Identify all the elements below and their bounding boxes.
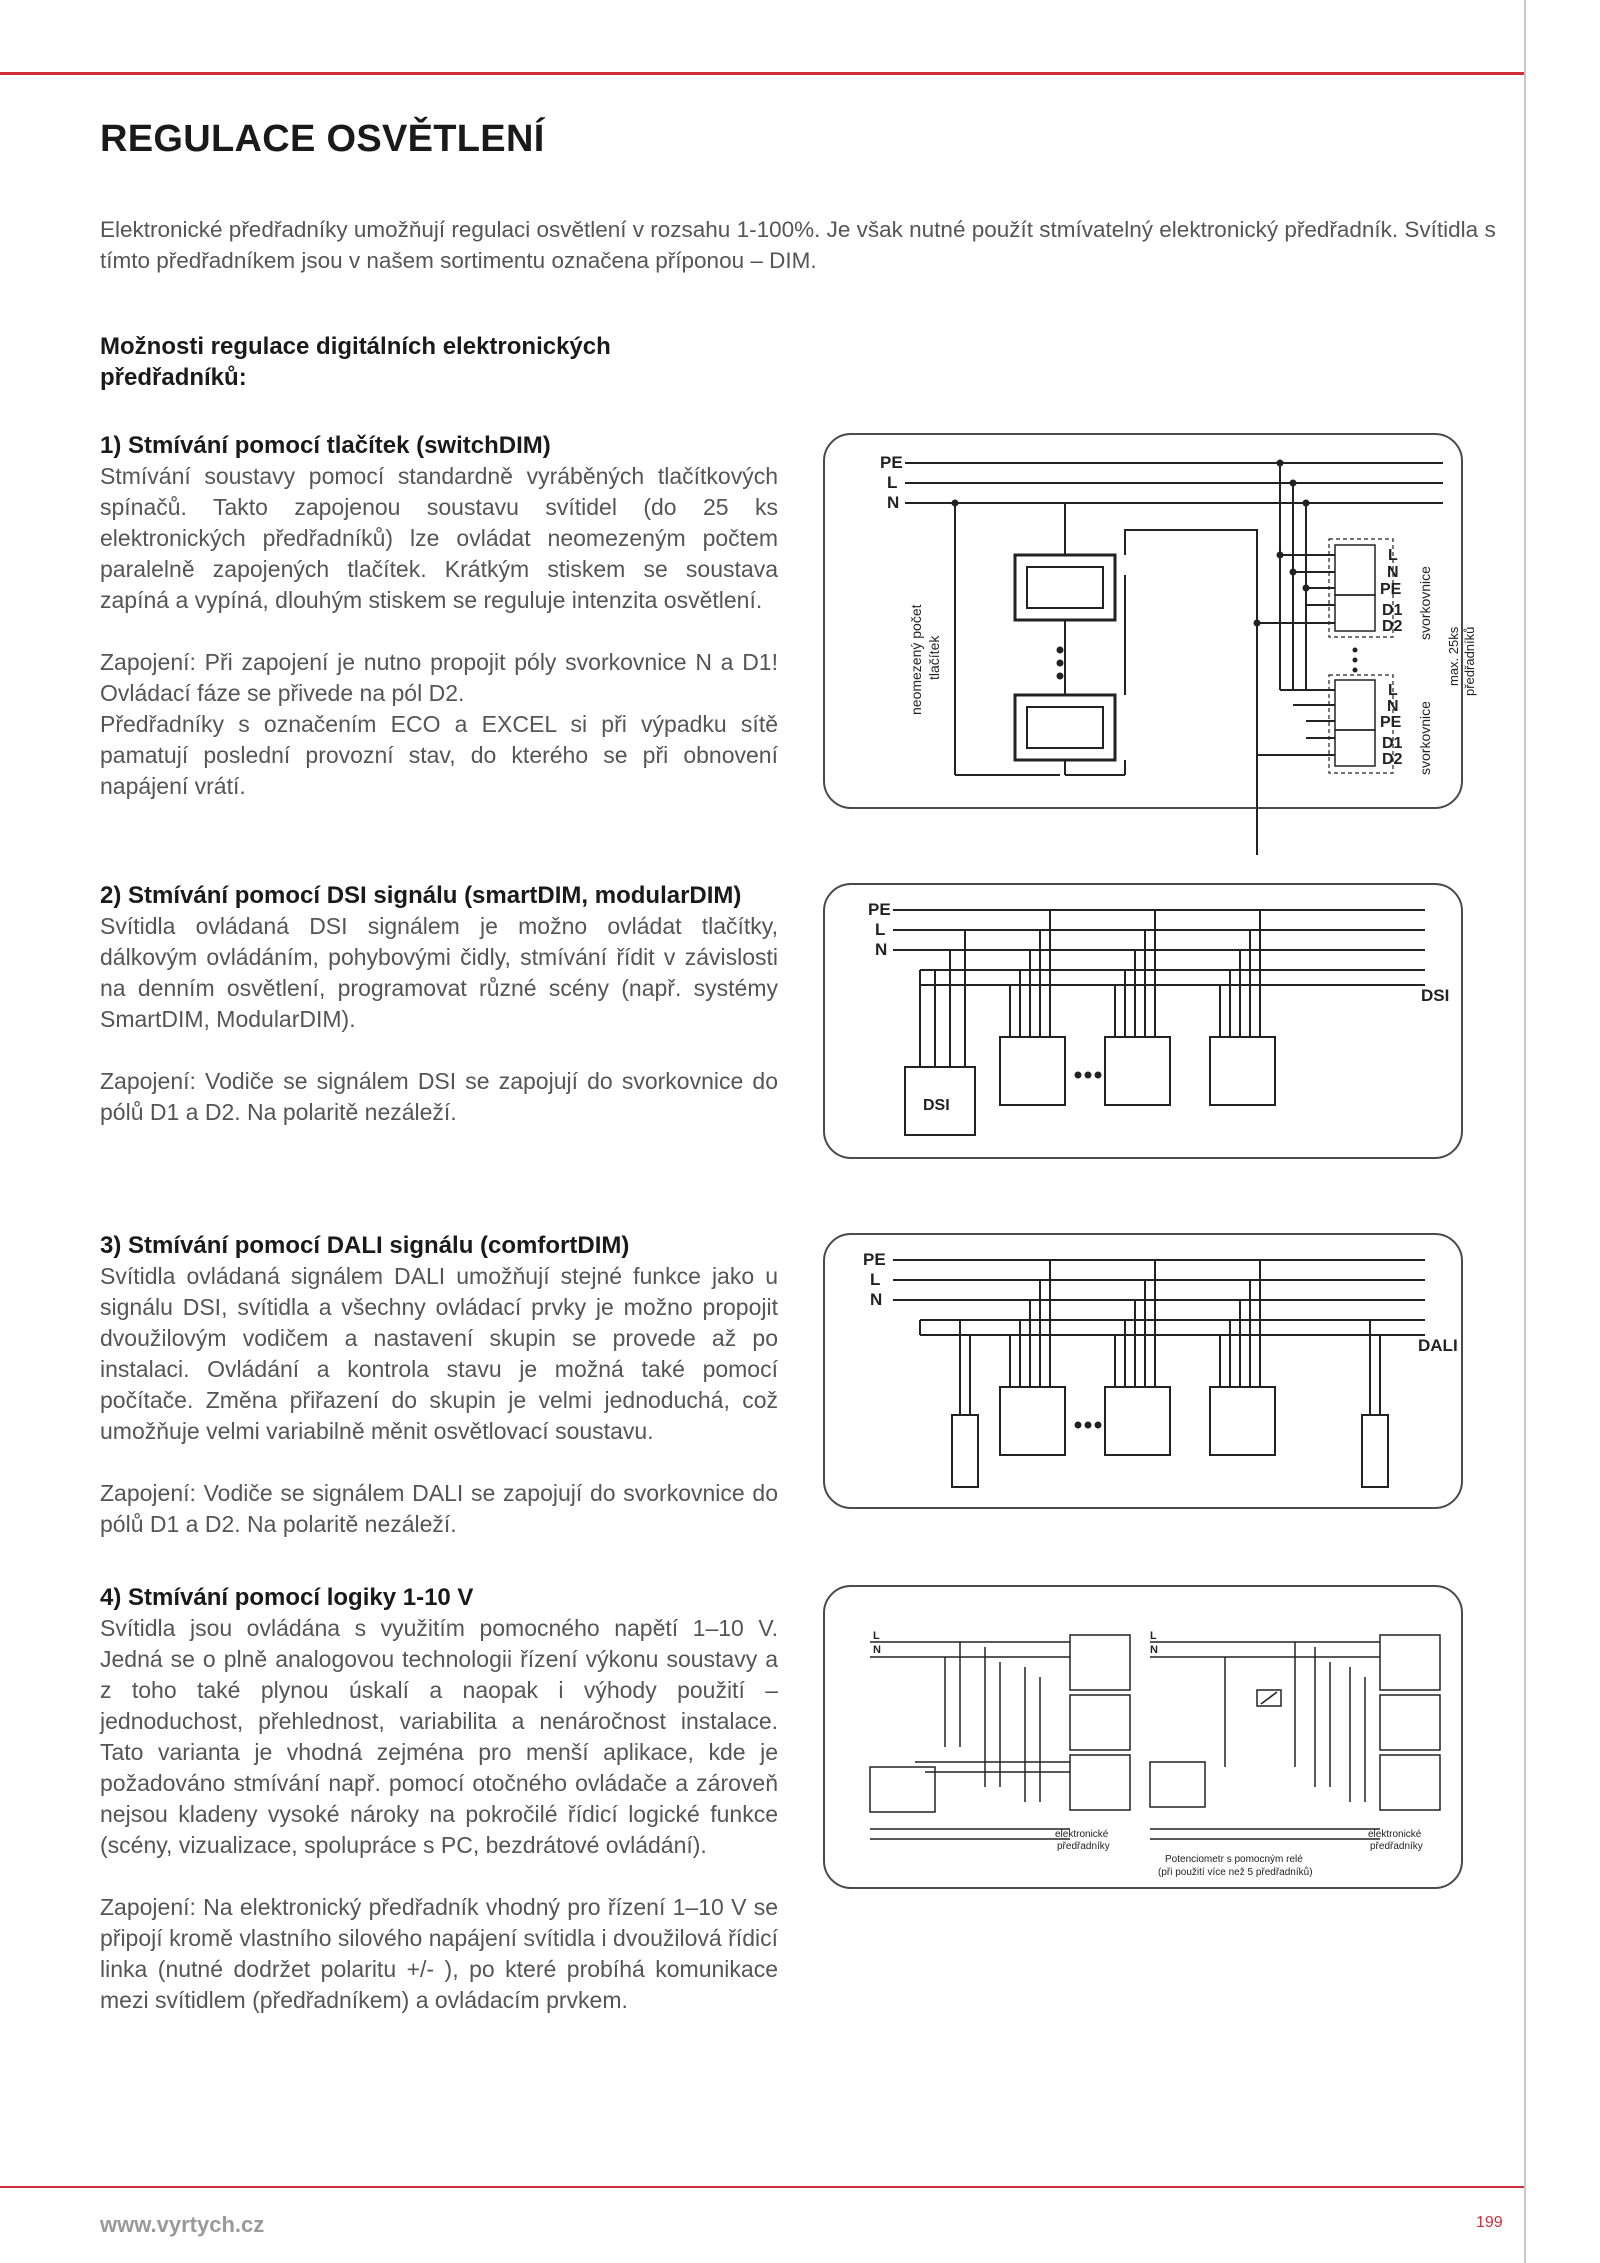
dot-icon <box>1095 1072 1102 1079</box>
diagram-label-l: L <box>1150 1630 1157 1642</box>
ballasts-label: předřadníky <box>1370 1841 1423 1852</box>
diagram-dali <box>823 1233 1463 1509</box>
section-title: 1) Stmívání pomocí tlačítek (switchDIM) <box>100 432 551 459</box>
header-rule <box>0 72 1524 75</box>
diagram-label-n: N <box>875 940 888 959</box>
footer-rule <box>0 2186 1524 2188</box>
terminal-label: L <box>1388 547 1398 564</box>
diagram-dsi <box>823 883 1463 1159</box>
section-body: Svítidla ovládaná DSI signálem je možno ovládat tlačítky, dálkovým ovládáním, pohybovými čidly, stmívání řídit v závislosti na denním osvětlení, programovat různé scény (např. systémy SmartDIM, ModularDIM). <box>100 913 778 1032</box>
bus-label: DALI <box>1418 1336 1458 1355</box>
page-title: REGULACE OSVĚTLENÍ <box>100 118 545 160</box>
section-wiring: Zapojení: Při zapojení je nutno propojit póly svorkovnice N a D1! Ovládací fáze se přivede na pól D2. <box>100 649 778 706</box>
bus-label: DSI <box>1421 986 1450 1005</box>
terminal-label: D2 <box>1382 751 1403 768</box>
svorkovnice-label: svorkovnice <box>1417 701 1433 775</box>
diagram-label-pe: PE <box>868 900 891 919</box>
diagram-label-n: N <box>873 1644 881 1656</box>
diagram-switchdim <box>823 433 1477 809</box>
diagram-label-l: L <box>875 920 886 939</box>
section-body: Stmívání soustavy pomocí standardně vyráběných tlačítkových spínačů. Takto zapojenou soustavu svítidel (do 25 ks elektronických předřadníků) lze ovládat neomezeným počtem paralelně zapojených tlačítek. Krátkým stiskem se soustava zapíná a vypíná, dlouhým stiskem se reguluje intenzita osvětlení. <box>100 463 778 613</box>
dot-icon <box>1353 648 1358 653</box>
diagram-1-10v <box>823 1585 1463 1889</box>
section-dali <box>100 1230 778 1540</box>
terminal-label: D2 <box>1382 618 1403 635</box>
dot-icon <box>1057 647 1064 654</box>
section-title: 4) Stmívání pomocí logiky 1-10 V <box>100 1584 474 1611</box>
section-switchdim <box>100 430 778 802</box>
diagram-label-pe: PE <box>863 1250 886 1269</box>
terminal-label: L <box>1388 682 1398 699</box>
buttons-label: neomezený počet <box>908 604 924 715</box>
section-title: 2) Stmívání pomocí DSI signálu (smartDIM, modularDIM) <box>100 882 742 909</box>
dot-icon <box>1353 658 1358 663</box>
potentiometer-label: Potenciometr s pomocným relé <box>1165 1854 1303 1865</box>
diagram-label-l: L <box>873 1630 880 1642</box>
page-edge-rule <box>1524 0 1526 2263</box>
dot-icon <box>1075 1072 1082 1079</box>
dot-icon <box>1057 660 1064 667</box>
section-title: 3) Stmívání pomocí DALI signálu (comfortDIM) <box>100 1232 630 1259</box>
section-wiring: Zapojení: Vodiče se signálem DALI se zapojují do svorkovnice do pólů D1 a D2. Na polaritě nezáleží. <box>100 1480 778 1537</box>
dot-icon <box>1095 1422 1102 1429</box>
diagram-label-n: N <box>870 1290 883 1309</box>
section-dsi <box>100 880 778 1128</box>
dot-icon <box>1353 668 1358 673</box>
terminal-label: D1 <box>1382 602 1403 619</box>
terminal-label: PE <box>1380 714 1402 731</box>
dot-icon <box>1085 1072 1092 1079</box>
footer-url[interactable]: www.vyrtych.cz <box>100 2212 265 2237</box>
svorkovnice-label: svorkovnice <box>1417 566 1433 640</box>
subheading: Možnosti regulace digitálních elektronických předřadníků: <box>100 333 611 391</box>
page-number: 199 <box>1476 2214 1503 2231</box>
terminal-label: PE <box>1380 581 1402 598</box>
ballasts-label: předřadníky <box>1057 1841 1110 1852</box>
terminal-label: D1 <box>1382 735 1403 752</box>
section-1-10v <box>100 1582 778 2016</box>
terminal-label: N <box>1387 698 1399 715</box>
section-body: Svítidla jsou ovládána s využitím pomocného napětí 1–10 V. Jedná se o plně analogovou technologii řízení výkonu soustavy a z toho také plynou úskalí a naopak i výhody použití – jednoduchost, přehlednost, variabilita a nenáročnost instalace. Tato varianta je vhodná zejména pro menší aplikace, kde je požadováno stmívání např. pomocí otočného ovládače a zároveň nejsou kladeny vysoké nároky na pokročilé řídicí logické funkce (scény, vizualizace, spolupráce s PC, bezdrátové ovládání). <box>100 1615 778 1858</box>
section-note: Předřadníky s označením ECO a EXCEL si při výpadku sítě pamatují poslední provozní stav, do kterého se při obnovení napájení vrátí. <box>100 711 778 799</box>
section-wiring: Zapojení: Na elektronický předřadník vhodný pro řízení 1–10 V se připojí kromě vlastního silového napájení svítidla i dvoužilová řídicí linka (nutné dodržet polaritu +/- ), po které probíhá komunikace mezi svítidlem (předřadníkem) a ovládacím prvkem. <box>100 1894 778 2013</box>
ballasts-label: elektronické <box>1368 1829 1422 1840</box>
diagram-label-pe: PE <box>880 453 903 472</box>
ballasts-label: elektronické <box>1055 1829 1109 1840</box>
terminal-label: N <box>1387 564 1399 581</box>
diagram-label-n: N <box>1150 1644 1158 1656</box>
diagram-label-l: L <box>870 1270 881 1289</box>
intro-paragraph: Elektronické předřadníky umožňují regulaci osvětlení v rozsahu 1-100%. Je však nutné použít stmívatelný elektronický předřadník. Svítidla s tímto předřadníkem jsou v našem sortimentu označena příponou – DIM. <box>100 217 1496 273</box>
diagram-label-n: N <box>887 493 900 512</box>
diagram-label-l: L <box>887 473 898 492</box>
controller-label: DSI <box>923 1097 950 1114</box>
max-label: max. 25ks <box>1446 626 1461 686</box>
section-body: Svítidla ovládaná signálem DALI umožňují stejné funkce jako u signálu DSI, svítidla a všechny ovládací prvky je možno propojit dvoužilovým vodičem a nastavení skupin se provede až po instalaci. Ovládání a kontrola stavu je možná také pomocí počítače. Změna přiřazení do skupin je velmi jednoduchá, což umožňuje velmi variabilně měnit osvětlovací soustavu. <box>100 1263 778 1444</box>
dot-icon <box>1057 673 1064 680</box>
buttons-label: tlačítek <box>926 635 942 680</box>
potentiometer-label: (při použití více než 5 předřadníků) <box>1158 1867 1313 1878</box>
dot-icon <box>1085 1422 1092 1429</box>
section-wiring: Zapojení: Vodiče se signálem DSI se zapojují do svorkovnice do pólů D1 a D2. Na polaritě nezáleží. <box>100 1068 778 1125</box>
dot-icon <box>1075 1422 1082 1429</box>
max-label: předřadníků <box>1462 626 1477 696</box>
